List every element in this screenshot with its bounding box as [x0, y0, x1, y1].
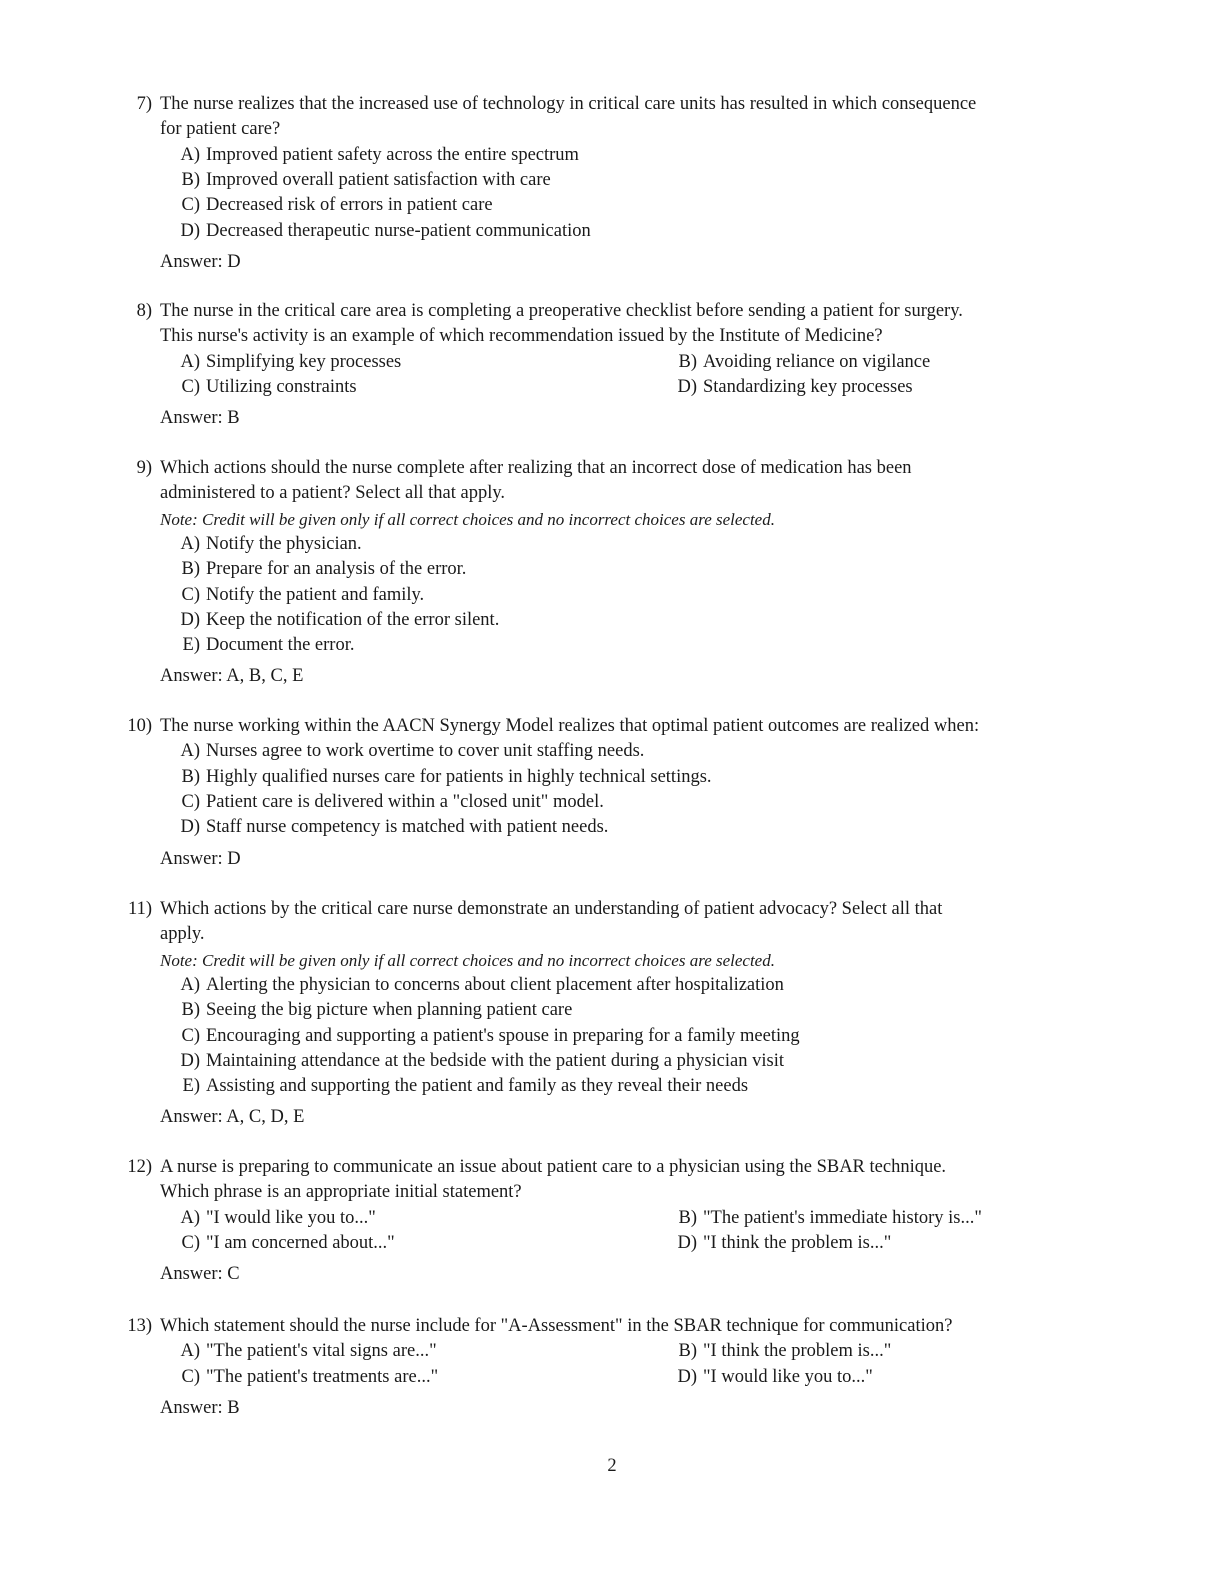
question-text: The nurse in the critical care area is completing a preoperative checklist before sending a patient for surgery.: [160, 301, 963, 321]
option-text: Highly qualified nurses care for patients in highly technical settings.: [206, 766, 712, 787]
option-text: "I think the problem is...": [703, 1341, 892, 1362]
question-number: 9): [136, 458, 152, 478]
answer-key: Answer: B: [160, 1397, 240, 1418]
option-text: Decreased therapeutic nurse-patient communication: [206, 220, 591, 241]
question-text: A nurse is preparing to communicate an issue about patient care to a physician using the SBAR technique.: [160, 1157, 947, 1177]
option-label: A): [180, 533, 200, 554]
answer-key: Answer: A, B, C, E: [160, 666, 304, 687]
question-text: Which actions should the nurse complete after realizing that an incorrect dose of medication has been: [160, 458, 912, 478]
option-text: "I think the problem is...": [703, 1232, 892, 1253]
option-label: D): [677, 1232, 697, 1253]
option-label: D): [180, 817, 200, 838]
question-text: The nurse realizes that the increased use of technology in critical care units has resulted in which consequence: [160, 94, 977, 114]
question-number: 7): [136, 94, 152, 114]
option-text: Staff nurse competency is matched with patient needs.: [206, 817, 609, 838]
question-note: Note: Credit will be given only if all correct choices and no incorrect choices are selected.: [160, 950, 775, 970]
question-text: Which phrase is an appropriate initial statement?: [160, 1182, 522, 1203]
option-label: B): [181, 766, 200, 787]
option-label: C): [181, 1232, 200, 1253]
question-text: This nurse's activity is an example of which recommendation issued by the Institute of Medicine?: [160, 326, 883, 347]
option-text: Nurses agree to work overtime to cover unit staffing needs.: [206, 741, 645, 762]
option-label: D): [180, 1050, 200, 1071]
option-text: "The patient's vital signs are...": [206, 1341, 437, 1362]
option-label: B): [181, 1000, 200, 1021]
option-text: Maintaining attendance at the bedside with the patient during a physician visit: [206, 1050, 784, 1071]
question-number: 13): [127, 1316, 152, 1336]
option-label: D): [180, 609, 200, 630]
question-text: The nurse working within the AACN Synergy Model realizes that optimal patient outcomes are realized when:: [160, 716, 980, 736]
option-text: Notify the patient and family.: [206, 584, 425, 605]
option-text: Decreased risk of errors in patient care: [206, 195, 493, 216]
option-text: "I am concerned about...": [206, 1232, 395, 1253]
option-label: B): [678, 1341, 697, 1362]
answer-key: Answer: C: [160, 1264, 240, 1285]
option-text: Improved overall patient satisfaction with care: [206, 169, 551, 190]
option-label: A): [180, 974, 200, 995]
question-number: 11): [128, 899, 152, 919]
option-text: Avoiding reliance on vigilance: [703, 351, 931, 372]
option-label: B): [678, 1207, 697, 1228]
option-label: C): [181, 584, 200, 605]
option-text: Keep the notification of the error silent.: [206, 609, 500, 630]
option-label: C): [181, 1025, 200, 1046]
option-label: D): [677, 376, 697, 397]
answer-key: Answer: D: [160, 848, 241, 869]
option-label: B): [678, 351, 697, 372]
option-text: "The patient's immediate history is...": [703, 1207, 982, 1228]
option-label: A): [180, 1341, 200, 1362]
option-label: A): [180, 351, 200, 372]
option-text: "I would like you to...": [206, 1207, 376, 1228]
option-text: Prepare for an analysis of the error.: [206, 559, 467, 580]
question-number: 12): [127, 1157, 152, 1177]
option-text: Standardizing key processes: [703, 376, 913, 397]
option-label: A): [180, 741, 200, 762]
question-text: Which statement should the nurse include for "A-Assessment" in the SBAR technique for communication?: [160, 1316, 953, 1336]
option-label: A): [180, 144, 200, 165]
option-label: C): [181, 791, 200, 812]
option-label: D): [677, 1366, 697, 1387]
question-text: apply.: [160, 924, 205, 945]
answer-key: Answer: D: [160, 251, 241, 272]
option-label: C): [181, 376, 200, 397]
page-number: 2: [607, 1456, 617, 1476]
answer-key: Answer: B: [160, 408, 240, 429]
option-text: "I would like you to...": [703, 1366, 873, 1387]
question-text: Which actions by the critical care nurse demonstrate an understanding of patient advocacy? Select all that: [160, 899, 943, 919]
option-text: Encouraging and supporting a patient's spouse in preparing for a family meeting: [206, 1025, 800, 1046]
question-number: 8): [136, 301, 152, 321]
option-label: C): [181, 1366, 200, 1387]
option-text: Seeing the big picture when planning patient care: [206, 1000, 573, 1021]
option-text: Alerting the physician to concerns about client placement after hospitalization: [206, 974, 784, 995]
option-label: B): [181, 559, 200, 580]
option-label: D): [180, 220, 200, 241]
option-text: Utilizing constraints: [206, 376, 357, 397]
option-label: C): [181, 195, 200, 216]
option-text: Document the error.: [206, 635, 355, 656]
option-label: E): [182, 635, 200, 656]
option-text: Notify the physician.: [206, 533, 362, 554]
question-text: administered to a patient? Select all that apply.: [160, 483, 506, 504]
answer-key: Answer: A, C, D, E: [160, 1107, 305, 1128]
option-text: "The patient's treatments are...": [206, 1366, 439, 1387]
option-text: Improved patient safety across the entire spectrum: [206, 144, 579, 165]
option-label: A): [180, 1207, 200, 1228]
option-label: B): [181, 169, 200, 190]
question-text: for patient care?: [160, 119, 281, 140]
option-text: Patient care is delivered within a "closed unit" model.: [206, 791, 604, 812]
option-text: Assisting and supporting the patient and family as they reveal their needs: [206, 1076, 749, 1097]
option-label: E): [182, 1076, 200, 1097]
question-note: Note: Credit will be given only if all correct choices and no incorrect choices are selected.: [160, 509, 775, 529]
option-text: Simplifying key processes: [206, 351, 402, 372]
question-number: 10): [127, 716, 152, 736]
